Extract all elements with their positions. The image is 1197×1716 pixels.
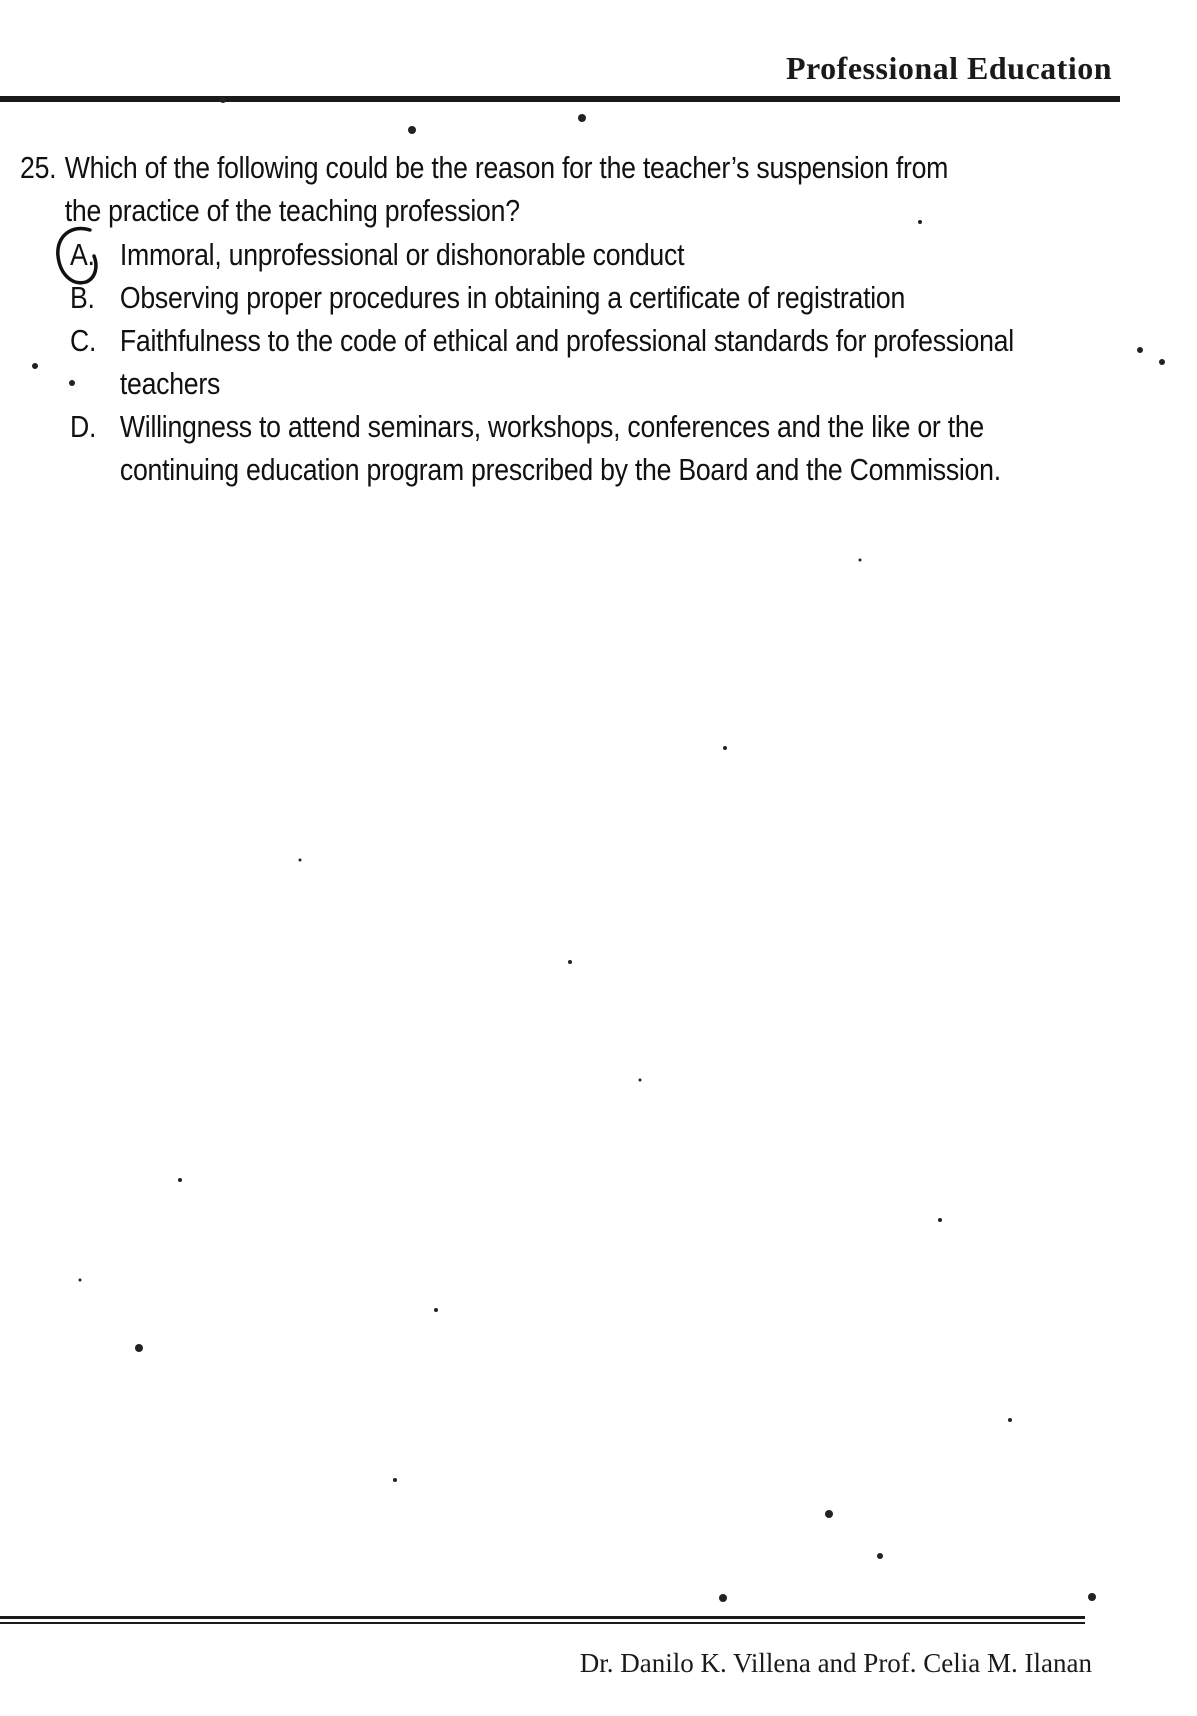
choice-letter: D. (70, 409, 97, 444)
question-number: 25. (20, 150, 57, 185)
choice-text: Willingness to attend seminars, workshops, conferences and the like or the continuing education program prescribed by the Board and the Commission. (119, 409, 1001, 487)
choice-text: Immoral, unprofessional or dishonorable conduct (119, 237, 685, 272)
page-header-title: Professional Education (786, 50, 1112, 86)
choice-letter: A. (70, 237, 95, 272)
choice-text: Observing proper procedures in obtaining a certificate of registration (119, 280, 906, 315)
choice-letter: B. (70, 280, 95, 315)
choice-text: Faithfulness to the code of ethical and professional standards for professional teachers (119, 323, 1014, 401)
choice-letter: C. (70, 323, 97, 358)
question-text: Which of the following could be the reason for the teacher’s suspension from the practice of the teaching profession? (64, 150, 949, 228)
footer-authors: Dr. Danilo K. Villena and Prof. Celia M. Ilanan (579, 1648, 1092, 1678)
